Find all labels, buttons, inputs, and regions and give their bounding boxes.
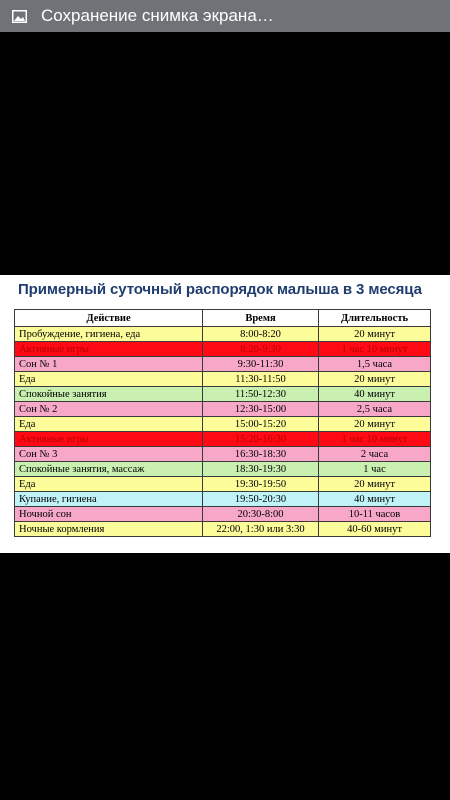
table-row (15, 447, 431, 462)
cell-time: 19:30-19:50 (203, 477, 319, 492)
cell-time: 12:30-15:00 (203, 402, 319, 417)
table-row (15, 417, 431, 432)
cell-action: Пробуждение, гигиена, еда (15, 327, 203, 342)
header-duration: Длительность (319, 310, 431, 327)
cell-time: 18:30-19:30 (203, 462, 319, 477)
cell-action: Сон № 2 (15, 402, 203, 417)
cell-duration: 20 минут (319, 477, 431, 492)
cell-time: 22:00, 1:30 или 3:30 (203, 522, 319, 537)
cell-time: 8:20-9:30 (203, 342, 319, 357)
cell-duration: 1 час 10 минут (319, 342, 431, 357)
cell-duration: 20 минут (319, 372, 431, 387)
table-row (15, 402, 431, 417)
cell-action: Активные игры (15, 432, 203, 447)
cell-time: 11:30-11:50 (203, 372, 319, 387)
cell-duration: 40 минут (319, 387, 431, 402)
table-row (15, 327, 431, 342)
cell-action: Еда (15, 477, 203, 492)
cell-action: Активные игры (15, 342, 203, 357)
cell-time: 15:00-15:20 (203, 417, 319, 432)
cell-duration: 10-11 часов (319, 507, 431, 522)
cell-action: Сон № 3 (15, 447, 203, 462)
screenshot-image[interactable] (0, 275, 450, 553)
table-row (15, 372, 431, 387)
cell-duration: 40 минут (319, 492, 431, 507)
cell-duration: 2,5 часа (319, 402, 431, 417)
cell-time: 16:30-18:30 (203, 447, 319, 462)
cell-time: 9:30-11:30 (203, 357, 319, 372)
schedule-title: Примерный суточный распорядок малыша в 3 месяца (18, 281, 422, 298)
table-row (15, 387, 431, 402)
header-time: Время (203, 310, 319, 327)
cell-time: 11:50-12:30 (203, 387, 319, 402)
table-row (15, 432, 431, 447)
cell-time: 15:20-16:30 (203, 432, 319, 447)
cell-time: 8:00-8:20 (203, 327, 319, 342)
cell-duration: 20 минут (319, 417, 431, 432)
cell-duration: 1,5 часа (319, 357, 431, 372)
cell-duration: 1 час 10 минут (319, 432, 431, 447)
cell-duration: 40-60 минут (319, 522, 431, 537)
table-header-row (15, 310, 431, 327)
table-row (15, 507, 431, 522)
status-bar (0, 0, 450, 32)
cell-action: Сон № 1 (15, 357, 203, 372)
table-row (15, 477, 431, 492)
cell-action: Спокойные занятия, массаж (15, 462, 203, 477)
cell-duration: 1 час (319, 462, 431, 477)
header-action: Действие (15, 310, 203, 327)
table-row (15, 342, 431, 357)
cell-time: 20:30-8:00 (203, 507, 319, 522)
cell-duration: 2 часа (319, 447, 431, 462)
status-notification-title: Сохранение снимка экрана… (41, 6, 274, 25)
cell-action: Купание, гигиена (15, 492, 203, 507)
cell-action: Еда (15, 372, 203, 387)
schedule-table (14, 309, 431, 537)
cell-action: Ночной сон (15, 507, 203, 522)
cell-action: Спокойные занятия (15, 387, 203, 402)
cell-duration: 20 минут (319, 327, 431, 342)
table-row (15, 462, 431, 477)
table-row (15, 357, 431, 372)
table-row (15, 492, 431, 507)
cell-action: Еда (15, 417, 203, 432)
cell-action: Ночные кормления (15, 522, 203, 537)
table-row (15, 522, 431, 537)
cell-time: 19:50-20:30 (203, 492, 319, 507)
image-icon (12, 10, 27, 23)
